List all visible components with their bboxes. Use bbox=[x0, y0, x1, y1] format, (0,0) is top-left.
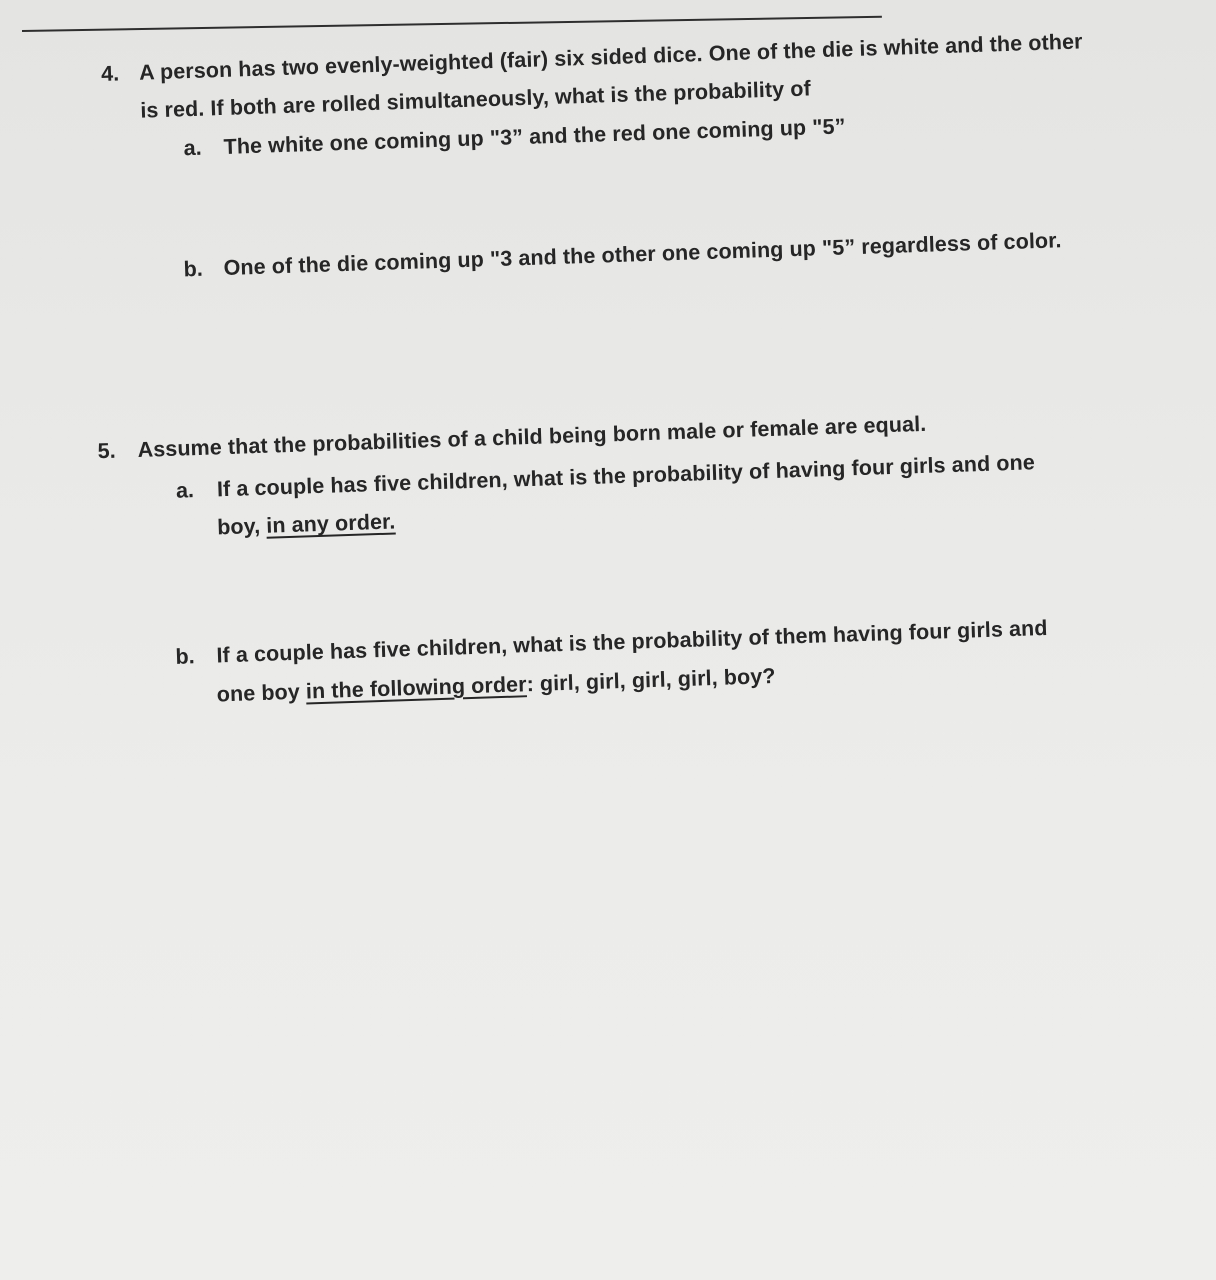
q5a-line2-prefix: boy, bbox=[216, 513, 267, 540]
q5b-line1: If a couple has five children, what is the probability of them having four girls and bbox=[216, 615, 1048, 668]
q5b-line2 bbox=[216, 664, 776, 708]
q4-stem-line1: A person has two evenly-weighted (fair) six sided dice. One of the die is white and the other bbox=[138, 29, 1083, 85]
q5b-letter: b. bbox=[175, 644, 195, 669]
q5b-line2-prefix: one boy bbox=[216, 679, 307, 707]
q5a-letter: a. bbox=[175, 478, 195, 503]
q5a-line2 bbox=[217, 509, 396, 540]
q5a-line1: If a couple has five children, what is the probability of having four girls and one bbox=[216, 450, 1036, 502]
top-divider-line bbox=[22, 16, 882, 32]
q4a-text: The white one coming up "3” and the red one coming up "5” bbox=[223, 114, 846, 159]
q5-stem: Assume that the probabilities of a child being born male or female are equal. bbox=[137, 411, 927, 462]
q4-number: 4. bbox=[100, 61, 120, 86]
q5-number: 5. bbox=[97, 438, 116, 464]
q4-stem-line2: is red. If both are rolled simultaneously, what is the probability of bbox=[139, 76, 812, 123]
q5a-underlined-phrase: in any order. bbox=[265, 509, 396, 538]
q4a-letter: a. bbox=[183, 135, 202, 161]
q4b-letter: b. bbox=[183, 256, 204, 282]
q5b-line2-suffix: : girl, girl, girl, girl, boy? bbox=[526, 663, 776, 697]
q4b-text: One of the die coming up "3 and the other one coming up "5” regardless of color. bbox=[223, 228, 1062, 281]
q5b-underlined-phrase: in the following order bbox=[305, 672, 527, 704]
